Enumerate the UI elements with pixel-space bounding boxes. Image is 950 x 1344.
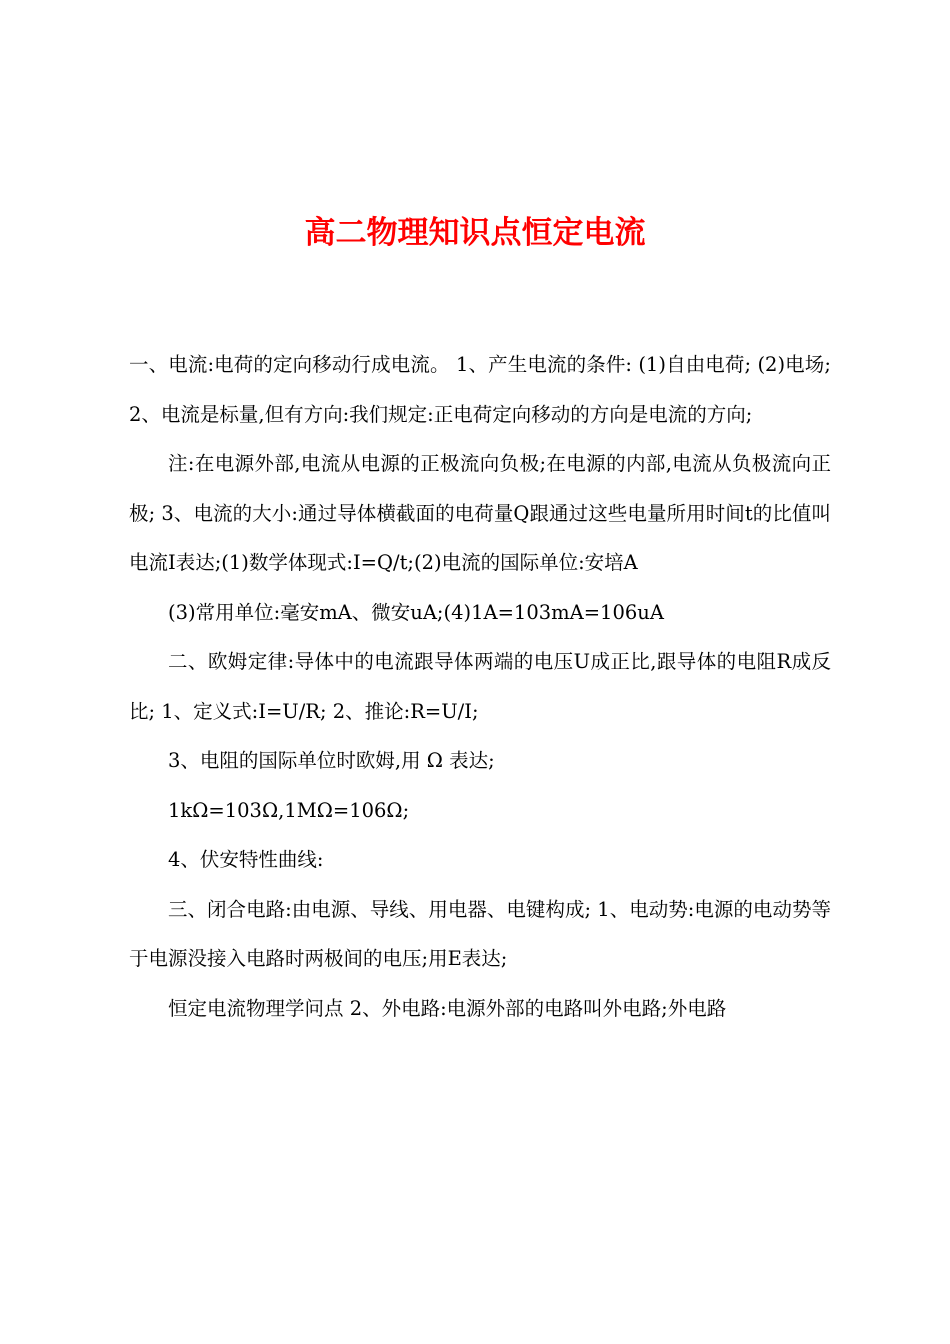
document-body: [129, 340, 831, 1033]
paragraph-closed-circuit: 三、闭合电路:由电源、导线、用电器、电键构成; 1、电动势:电源的电动势等于电源没接入电路时两极间的电压;用E表达;: [129, 897, 831, 970]
paragraph-resistance-conversion: 1kΩ=103Ω,1MΩ=106Ω;: [168, 798, 410, 822]
paragraph-current: 一、电流:电荷的定向移动行成电流。 1、产生电流的条件: (1)自由电荷; (2)电场; 2、电流是标量,但有方向:我们规定:正电荷定向移动的方向是电流的方向;: [129, 353, 831, 426]
document-title: 高二物理知识点恒定电流: [304, 215, 646, 251]
paragraph-ohms-law: 二、欧姆定律:导体中的电流跟导体两端的电压U成正比,跟导体的电阻R成反比; 1、定义式:I=U/R; 2、推论:R=U/I;: [129, 650, 831, 723]
paragraph-resistance-unit: 3、电阻的国际单位时欧姆,用 Ω 表达;: [168, 749, 495, 772]
paragraph-iv-curve: 4、伏安特性曲线:: [168, 848, 324, 871]
paragraph-note: 注:在电源外部,电流从电源的正极流向负极;在电源的内部,电流从负极流向正极; 3、电流的大小:通过导体横截面的电荷量Q跟通过这些电量所用时间t的比值叫电流I表达;(1)数学体现式:I=Q/t;(2)电流的国际单位:安培A: [129, 452, 831, 574]
paragraph-units: (3)常用单位:毫安mA、微安uA;(4)1A=103mA=106uA: [168, 600, 664, 624]
paragraph-external-circuit: 恒定电流物理学问点 2、外电路:电源外部的电路叫外电路;外电路: [168, 996, 727, 1020]
